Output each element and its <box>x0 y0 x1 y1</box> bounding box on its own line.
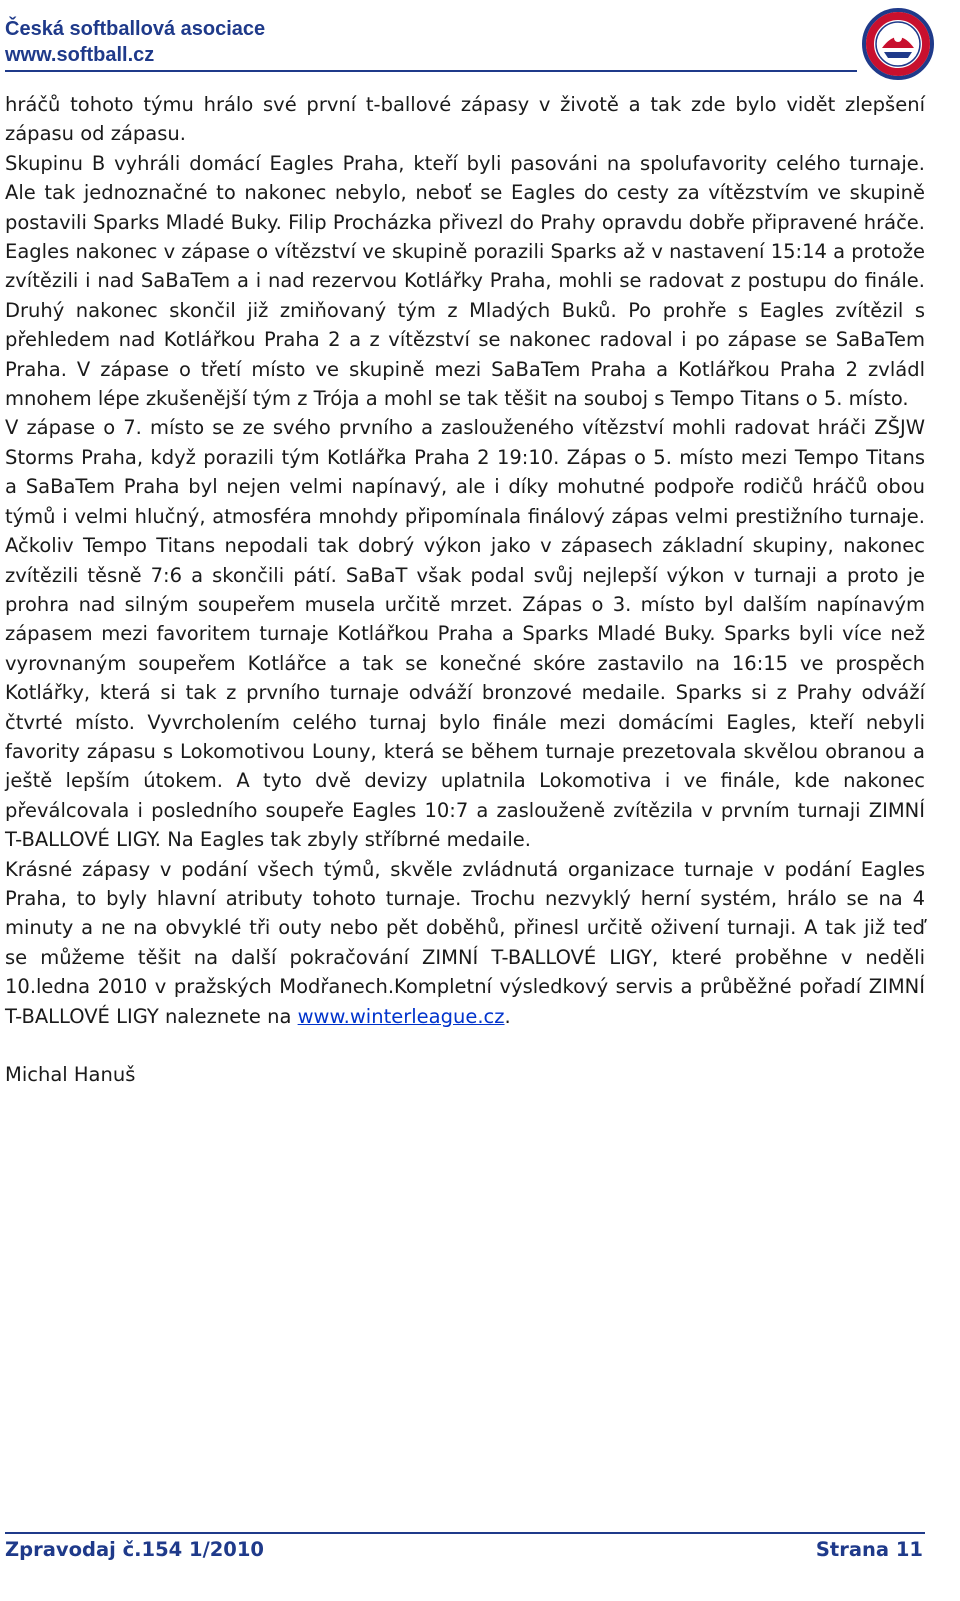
organization-name: Česká softballová asociace <box>5 18 266 40</box>
article-paragraph-end: . <box>504 1004 511 1028</box>
article-paragraph-text: Krásné zápasy v podání všech týmů, skvěle zvládnutá organizace turnaje v podání Eagles Praha, to byly hlavní atributy tohoto turnaje. Trochu nezvyklý herní systém, hrálo se na 4 minuty a ne na obvyklé tři outy nebo pět doběhů, přinesl určitě oživení turnaji. A tak již teď se můžeme těšit na další pokračování ZIMNÍ T-BALLOVÉ LIGY, které proběhne v neděli 10.ledna 2010 v pražských Modřanech.Kompletní výsledkový servis a průběžné pořadí ZIMNÍ T-BALLOVÉ LIGY naleznete na <box>5 857 925 1028</box>
footer-divider <box>5 1532 925 1534</box>
article-paragraph: Skupinu B vyhráli domácí Eagles Praha, kteří byli pasováni na spolufavority celého turnaje. Ale tak jednoznačné to nakonec nebylo, neboť se Eagles do cesty za vítězstvím ve skupině postavili Sparks Mladé Buky. Filip Procházka přivezl do Prahy opravdu dobře připravené hráče. Eagles nakonec v zápase o vítězství ve skupině porazili Sparks až v nastavení 15:14 a protože zvítězili i nad SaBaTem a i nad rezervou Kotlářky Praha, mohli se radovat z postupu do finále. Druhý nakonec skončil již zmiňovaný tým z Mladých Buků. Po prohře s Eagles zvítězil s přehledem nad Kotlářkou Praha 2 a z vítězství se nakonec radoval i po zápase se SaBaTem Praha. V zápase o třetí místo ve skupině mezi SaBaTem Praha a Kotlářkou Praha 2 zvládl mnohem lépe zkušenější tým z Trója a mohl se tak těšit na souboj s Tempo Titans o 5. místo. <box>5 151 925 411</box>
organization-url[interactable]: www.softball.cz <box>5 44 155 66</box>
page-header <box>0 0 960 80</box>
article-paragraph: V zápase o 7. místo se ze svého prvního a zaslouženého vítězství mohli radovat hráči ZŠJW Storms Praha, když porazili tým Kotlářka Praha 2 19:10. Zápas o 5. místo mezi Tempo Titans a SaBaTem Praha byl nejen velmi napínavý, ale i díky mohutné podpoře rodičů hráčů obou týmů i velmi hlučný, atmosféra mnohdy připomínala finálový zápas velmi prestižního turnaje. Ačkoliv Tempo Titans nepodali tak dobrý výkon jako v zápasech základní skupiny, nakonec zvítězili těsně 7:6 a skončili pátí. SaBaT však podal svůj nejlepší výkon v turnaji a proto je prohra nad silným soupeřem musela určitě mrzet. Zápas o 3. místo byl dalším napínavým zápasem mezi favoritem turnaje Kotlářkou Praha a Sparks Mladé Buky. Sparks byli více než vyrovnaným soupeřem Kotlářce a tak se konečné skóre zastavilo na 16:15 ve prospěch Kotlářky, která si tak z prvního turnaje odváží bronzové medaile. Sparks si z Prahy odváží čtvrté místo. Vyvrcholením celého turnaj bylo finále mezi domácími Eagles, kteří nebyli favority zápasu s Lokomotivou Louny, která se během turnaje prezetovala skvělou obranou a ještě lepším útokem. A tyto dvě devizy uplatnila Lokomotiva i ve finále, kde nakonec převálcovala i posledního soupeře Eagles 10:7 a zaslouženě zvítězila v prvním turnaji ZIMNÍ T-BALLOVÉ LIGY. Na Eagles tak zbyly stříbrné medaile. <box>5 416 925 852</box>
winterleague-link[interactable]: www.winterleague.cz <box>297 1004 505 1028</box>
article-paragraph <box>5 855 925 1031</box>
footer-issue: Zpravodaj č.154 1/2010 <box>5 1538 264 1561</box>
footer-page-number: Strana 11 <box>815 1538 923 1561</box>
header-divider <box>5 70 857 72</box>
article-author: Michal Hanuš <box>5 1063 136 1087</box>
article-paragraph: hráčů tohoto týmu hrálo své první t-ballové zápasy v životě a tak zde bylo vidět zlepšení zápasu od zápasu. <box>5 93 925 146</box>
softball-association-logo-icon <box>862 8 934 80</box>
article-body <box>5 90 925 1090</box>
